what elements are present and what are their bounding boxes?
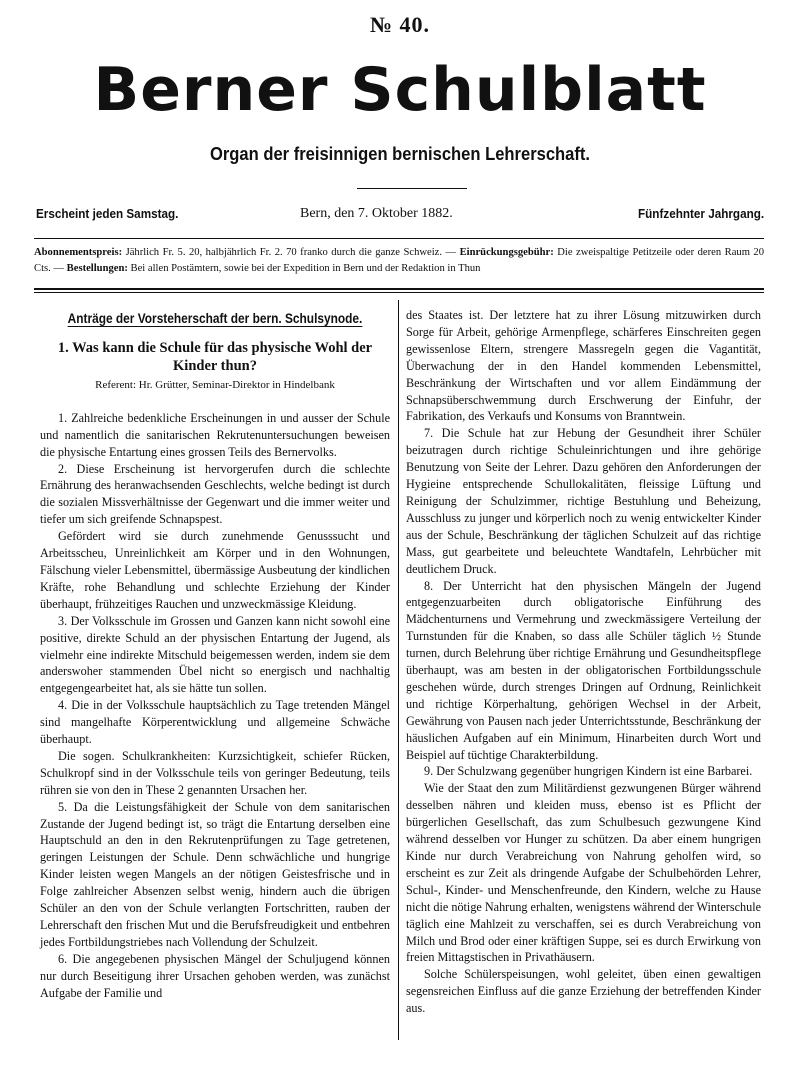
publication-frequency: Erscheint jeden Samstag. [36, 206, 179, 221]
newspaper-subtitle: Organ der freisinnigen bernischen Lehrerschaft. [209, 144, 591, 164]
subscription-price-text: Jährlich Fr. 5. 20, halbjährlich Fr. 2. 70 franko durch die ganze Schweiz. — [122, 247, 460, 258]
article-paragraph: 5. Da die Leistungsfähigkeit der Schule von dem sanitarischen Zustande der Jugend bedingt ist, so trägt die Entartung derselben eine Hauptschuld an den in den Rekrutenprüfungen zu Tage getretenen, geringen Leistungen der Schule. Denn schwächliche und hungrige Kinder leisten wegen Mangels an der nötigen Geistesfrische und in Folge zahlreicher Absenzen selbst wenig, hindern auch die übrigen Schüler an den von der Schule verlangten Fortschritten, rauben der Lehrerschaft den frischen Mut und die Berufsfreudigkeit und entbehren jedes Fortbildungstriebes nach Vollendung der Schulzeit. [40, 799, 390, 949]
orders-label: Bestellungen: [66, 263, 128, 274]
volume-year: Fünfzehnter Jahrgang. [637, 206, 764, 221]
article-question-heading: 1. Was kann die Schule für das physische Wohl der Kinder thun? [57, 339, 373, 374]
section-heading: Anträge der Vorsteherschaft der bern. Schulsynode. [67, 310, 363, 326]
article-paragraph: 6. Die angegebenen physischen Mängel der Schuljugend können nur durch Beseitigung ihrer Ursachen gehoben werden, was zunächst Aufgabe der Familie und [40, 951, 390, 1000]
newspaper-title: Berner Schulblatt [93, 55, 707, 125]
article-paragraph: Gefördert wird sie durch zunehmende Genusssucht und Arbeitsscheu, Unreinlichkeit am Körper und in den Wohnungen, Fälschung vieler Lebensmittel, übermässige Ausbeutung der kindlichen Kräfte, rohe Behandlung und schlechte Erziehung der Kinder überhaupt, frühzeitiges Rauchen und unzweckmässige Kleidung. [40, 529, 390, 611]
divider-top [34, 238, 764, 239]
divider-double-upper [34, 288, 764, 290]
article-paragraph: 1. Zahlreiche bedenkliche Erscheinungen in und ausser der Schule und namentlich die sanitarischen Rekrutenuntersuchungen beweisen die physische Entartung eines grossen Teils des Bernervolks. [40, 410, 390, 459]
left-paragraphs [40, 410, 390, 1002]
column-divider [398, 300, 399, 1040]
article-paragraph: Wie der Staat den zum Militärdienst gezwungenen Bürger während desselben nähren und kleiden muss, ebenso ist es Pflicht der bürgerlichen Gesellschaft, das zum Schulbesuch gezwungene Kind während desselben vor Hunger zu schützen. Da aber einem hungrigen Kinde nur durch Verabreichung von Nahrung geholfen wird, so erscheint es zur Zeit als dringende Aufgabe der Schulbehörden Lehrer, Schul-, Kinder- und Menschenfreunde, den Kindern, welche zu Hause nicht die nötige Nahrung erhalten, wenigstens während der Winterschule täglich eine Mahlzeit zu verschaffen, sei es durch Verabreichung von Milch und Brod oder einer kräftigen Suppe, sei es durch Erwirkung von freien Mittagstischen in Privathäusern. [406, 781, 761, 965]
continued-paragraph: des Staates ist. Der letztere hat zu ihrer Lösung mitzuwirken durch Sorge für Arbeit, gehörige Armenpflege, schärferes Einschreiten gegen gewissenlose Eltern, strengere Massregeln gegen die Vagantität, Überwachung der in den Handel kommenden Lebensmittel, Beschränkung der Wirtschaften und vor allem Eindämmung der Schnapsüberschwemmung durch Erschwerung der Einfuhr, der Fabrikation, des Verkaufs und Konsums von Branntwein. [406, 308, 761, 424]
right-paragraphs [406, 425, 761, 1017]
insertion-fee-label: Einrückungsgebühr: [459, 247, 554, 258]
short-divider [357, 188, 467, 189]
article-paragraph: 9. Der Schulzwang gegenüber hungrigen Kindern ist eine Barbarei. [424, 764, 753, 779]
subscription-label: Abonnementspreis: [34, 247, 123, 258]
referent-line: Referent: Hr. Grütter, Seminar-Direktor in Hindelbank [95, 378, 335, 391]
article-paragraph: Die sogen. Schulkrankheiten: Kurzsichtigkeit, schiefer Rücken, Schulkropf sind in der Volksschule teils von geringer Bedeutung, teils rühren sie von den in These 2 genannten Ursachen her. [40, 748, 390, 797]
article-paragraph: 4. Die in der Volksschule hauptsächlich zu Tage tretenden Mängel sind mangelhafte Körperentwicklung und allgemeine Schwäche überhaupt. [40, 698, 390, 747]
subscription-notice [34, 245, 764, 277]
place-and-date: Bern, den 7. Oktober 1882. [300, 206, 453, 221]
article-paragraph: 7. Die Schule hat zur Hebung der Gesundheit ihrer Schüler beizutragen durch richtige Schuleinrichtungen und ihre gehörige Benutzung von Seite der Lehrer. Dazu gehören den Anforderungen der Hygieine entsprechende Schullokalitäten, fleissige Lüftung und Reinigung der Schulzimmer, richtige Bestuhlung und Beheizung, Ausschluss zu junger und körperlich noch zu wenig entwickelter Kinder aus der Schule, Beschränkung der täglichen Schulzeit auf das richtige Mass, gut gearbeitete und beleuchtete Wandtafeln, Lehrbücher mit deutlichem Druck. [406, 426, 761, 576]
article-paragraph: 2. Diese Erscheinung ist hervorgerufen durch die schlechte Ernährung des heranwachsenden Geschlechts, welche bedingt ist durch die sozialen Missverhältnisse der Gegenwart und die immer weiter und tiefer um sich greifende Schnapspest. [40, 461, 390, 527]
left-column [40, 300, 390, 1002]
article-paragraph: Solche Schülerspeisungen, wohl geleitet, üben einen gewaltigen segensreichen Einfluss auf die ganze Erziehung der betreffenden Kinder aus. [406, 967, 761, 1016]
orders-text: Bei allen Postämtern, sowie bei der Expedition in Bern und der Redaktion in Thun [127, 263, 481, 274]
insertion-fee-text: Die zweispaltige Petitzeile oder deren Raum 20 Cts. — [34, 247, 765, 274]
article-paragraph: 3. Der Volksschule im Grossen und Ganzen kann nicht sowohl eine positive, direkte Schuld an der physischen Entartung der Jugend, als vielmehr eine indirekte Mitschuld beigemessen werden, indem sie dem anderswoher stammenden Übel nicht so energisch und nachhaltig entgegengearbeitet hat, als sie hätte tun sollen. [40, 613, 390, 696]
issue-number: № 40. [369, 12, 431, 37]
article-paragraph: 8. Der Unterricht hat den physischen Mängeln der Jugend entgegenzuarbeiten durch obligatorische Einführung des Mädchenturnens und Vermehrung und zweckmässigere Verteilung der Turnstunden für die Knaben, so dass alle Schüler täglich ½ Stunde turnen, durch Belehrung über richtige Ernährung und Gesundheitspflege überhaupt, was am besten in der obligatorischen Fortbildungsschule geschehen würde, durch strenges Dringen auf Ordnung, Reinlichkeit und richtige Körperhaltung, gehörigen Wechsel in der Arbeit, Gewährung von Pausen nach jeder Unterrichtsstunde, Beschränkung der häuslichen Aufgaben auf ein Minimum, Hinarbeiten durch Wort und Beispiel auf tüchtige Charakterbildung. [406, 578, 761, 762]
divider-double-lower [34, 292, 764, 293]
right-column [406, 307, 761, 1017]
publication-info-line [36, 206, 764, 226]
